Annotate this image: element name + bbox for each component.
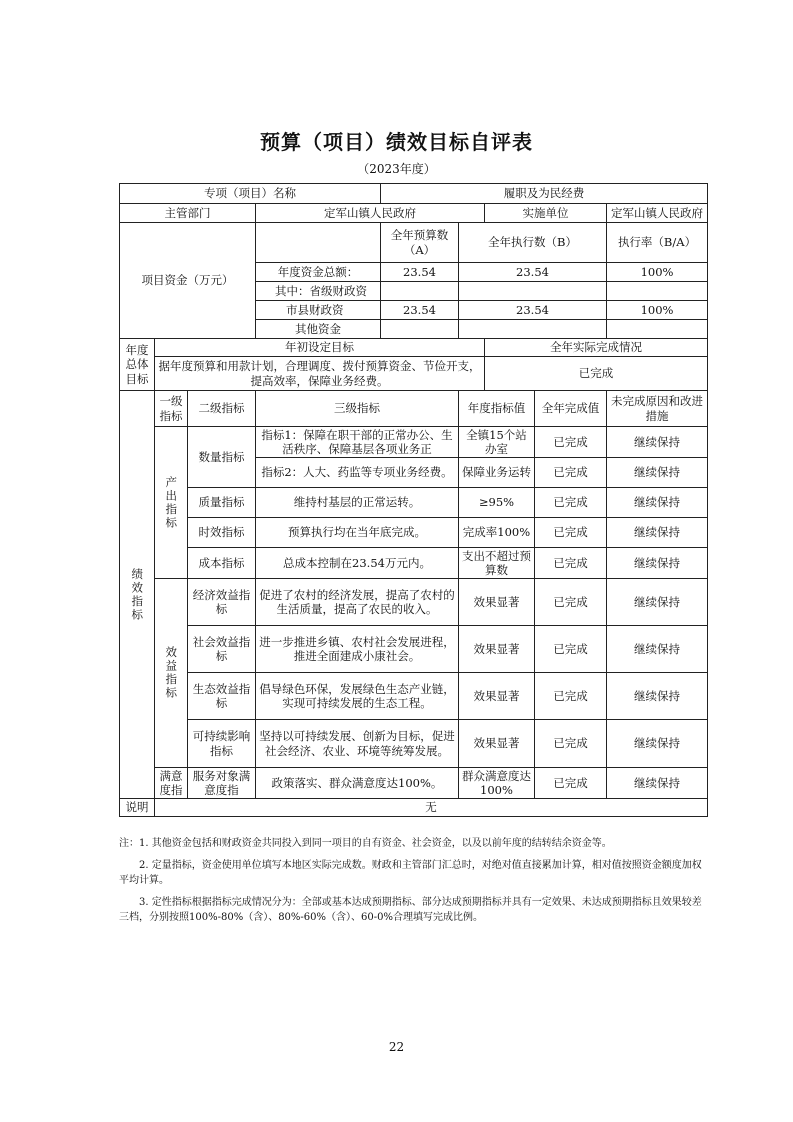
funds-row-a: 23.54 <box>381 301 459 320</box>
goal-label: 年度总体目标 <box>120 339 155 391</box>
page-title: 预算（项目）绩效目标自评表 <box>260 130 533 154</box>
dept-row <box>120 204 708 223</box>
perf-level3: 政策落实、群众满意度达100%。 <box>256 768 459 799</box>
perf-reason: 继续保持 <box>607 579 708 626</box>
perf-level3: 总成本控制在23.54万元内。 <box>256 548 459 579</box>
funds-row-b: 23.54 <box>459 263 607 282</box>
perf-reason: 继续保持 <box>607 488 708 518</box>
perf-level2: 时效指标 <box>188 518 256 548</box>
satisfaction-label: 满意度指 <box>155 768 188 799</box>
evaluation-table <box>119 183 708 817</box>
perf-header-row <box>120 391 708 427</box>
remark-label: 说明 <box>120 799 155 817</box>
perf-done: 已完成 <box>535 427 607 458</box>
funds-row-rate <box>607 320 708 339</box>
footnotes <box>119 836 709 932</box>
goal-actual-value: 已完成 <box>485 357 708 391</box>
perf-target: 支出不超过预算数 <box>459 548 535 579</box>
funds-row-name: 其他资金 <box>256 320 381 339</box>
perf-h6: 未完成原因和改进措施 <box>607 391 708 427</box>
perf-level2: 社会效益指标 <box>188 626 256 673</box>
perf-row <box>120 720 708 768</box>
perf-reason: 继续保持 <box>607 518 708 548</box>
remark-row <box>120 799 708 817</box>
funds-row-b <box>459 282 607 301</box>
footnote: 3. 定性指标根据指标完成情况分为：全部或基本达成预期指标、部分达成预期指标并具有一定效果、未达成预期指标且效果较差三档，分别按照100%-80%（含）、80%-60%（含）、60-0%合理填写完成比例。 <box>119 896 702 923</box>
perf-target: 效果显著 <box>459 626 535 673</box>
funds-label: 项目资金（万元） <box>120 223 256 339</box>
funds-row-b <box>459 320 607 339</box>
funds-row-b: 23.54 <box>459 301 607 320</box>
perf-row <box>120 673 708 720</box>
perf-h3: 三级指标 <box>256 391 459 427</box>
impl-value: 定军山镇人民政府 <box>607 204 708 223</box>
perf-level2: 数量指标 <box>188 427 256 488</box>
project-value: 履职及为民经费 <box>381 184 708 204</box>
perf-reason: 继续保持 <box>607 626 708 673</box>
perf-level3: 维持村基层的正常运转。 <box>256 488 459 518</box>
dept-value: 定军山镇人民政府 <box>256 204 485 223</box>
project-label: 专项（项目）名称 <box>120 184 381 204</box>
perf-level2: 服务对象满意度指 <box>188 768 256 799</box>
perf-target: 保障业务运转 <box>459 458 535 488</box>
funds-row-rate: 100% <box>607 301 708 320</box>
perf-done: 已完成 <box>535 768 607 799</box>
perf-row <box>120 518 708 548</box>
funds-row-a <box>381 320 459 339</box>
perf-target: 效果显著 <box>459 579 535 626</box>
perf-done: 已完成 <box>535 458 607 488</box>
goal-actual-label: 全年实际完成情况 <box>485 339 708 357</box>
perf-done: 已完成 <box>535 518 607 548</box>
funds-header-row <box>120 223 708 263</box>
perf-done: 已完成 <box>535 720 607 768</box>
perf-reason: 继续保持 <box>607 458 708 488</box>
goal-set-label: 年初设定目标 <box>155 339 485 357</box>
perf-level3: 倡导绿色环保，发展绿色生态产业链，实现可持续发展的生态工程。 <box>256 673 459 720</box>
perf-row <box>120 488 708 518</box>
goal-header-row <box>120 339 708 357</box>
perf-reason: 继续保持 <box>607 768 708 799</box>
perf-level3: 促进了农村的经济发展，提高了农村的生活质量，提高了农民的收入。 <box>256 579 459 626</box>
page-number: 22 <box>388 1040 405 1054</box>
perf-level3: 指标2：人大、药监等专项业务经费。 <box>256 458 459 488</box>
perf-level3: 坚持以可持续发展、创新为目标，促进社会经济、农业、环境等统筹发展。 <box>256 720 459 768</box>
perf-reason: 继续保持 <box>607 720 708 768</box>
perf-target: 效果显著 <box>459 673 535 720</box>
perf-level2: 经济效益指标 <box>188 579 256 626</box>
perf-target: 全镇15个站办室 <box>459 427 535 458</box>
remark-value: 无 <box>155 799 708 817</box>
perf-level3: 进一步推进乡镇、农村社会发展进程，推进全面建成小康社会。 <box>256 626 459 673</box>
goal-set-value: 据年度预算和用款计划，合理调度、拨付预算资金、节俭开支，提高效率，保障业务经费。 <box>155 357 485 391</box>
perf-level2: 质量指标 <box>188 488 256 518</box>
perf-row <box>120 427 708 458</box>
perf-reason: 继续保持 <box>607 427 708 458</box>
funds-row-a: 23.54 <box>381 263 459 282</box>
funds-col-a: 全年预算数（A） <box>381 223 459 263</box>
project-row <box>120 184 708 204</box>
funds-row-name: 年度资金总额： <box>256 263 381 282</box>
funds-row-name: 市县财政资 <box>256 301 381 320</box>
page-subtitle: （2023年度） <box>357 162 436 176</box>
impl-label: 实施单位 <box>485 204 607 223</box>
perf-row <box>120 626 708 673</box>
perf-h4: 年度指标值 <box>459 391 535 427</box>
perf-target: 群众满意度达100% <box>459 768 535 799</box>
benefit-label: 效益指标 <box>155 579 188 768</box>
perf-h5: 全年完成值 <box>535 391 607 427</box>
funds-row-rate <box>607 282 708 301</box>
output-label: 产出指标 <box>155 427 188 579</box>
goal-value-row <box>120 357 708 391</box>
funds-col-rate: 执行率（B/A） <box>607 223 708 263</box>
perf-row <box>120 579 708 626</box>
perf-label: 绩效指标 <box>120 391 155 799</box>
funds-col-b: 全年执行数（B） <box>459 223 607 263</box>
funds-row-name: 其中：省级财政资 <box>256 282 381 301</box>
perf-reason: 继续保持 <box>607 673 708 720</box>
perf-target: 效果显著 <box>459 720 535 768</box>
perf-level2: 生态效益指标 <box>188 673 256 720</box>
perf-row <box>120 548 708 579</box>
funds-header-blank <box>256 223 381 263</box>
perf-level2: 可持续影响指标 <box>188 720 256 768</box>
perf-level2: 成本指标 <box>188 548 256 579</box>
perf-row <box>120 768 708 799</box>
perf-done: 已完成 <box>535 548 607 579</box>
perf-done: 已完成 <box>535 673 607 720</box>
perf-target: ≥95% <box>459 488 535 518</box>
perf-h1: 一级指标 <box>155 391 188 427</box>
perf-target: 完成率100% <box>459 518 535 548</box>
footnote: 注：1. 其他资金包括和财政资金共同投入到同一项目的自有资金、社会资金，以及以前年度的结转结余资金等。 <box>119 838 612 849</box>
perf-reason: 继续保持 <box>607 548 708 579</box>
funds-row-a <box>381 282 459 301</box>
funds-row-rate: 100% <box>607 263 708 282</box>
perf-level3: 预算执行均在当年底完成。 <box>256 518 459 548</box>
dept-label: 主管部门 <box>120 204 256 223</box>
perf-done: 已完成 <box>535 488 607 518</box>
perf-done: 已完成 <box>535 626 607 673</box>
footnote: 2. 定量指标，资金使用单位填写本地区实际完成数。财政和主管部门汇总时，对绝对值直接累加计算，相对值按照资金额度加权平均计算。 <box>119 859 702 886</box>
perf-h2: 二级指标 <box>188 391 256 427</box>
perf-level3: 指标1：保障在职干部的正常办公、生活秩序、保障基层各项业务正 <box>256 427 459 458</box>
perf-done: 已完成 <box>535 579 607 626</box>
